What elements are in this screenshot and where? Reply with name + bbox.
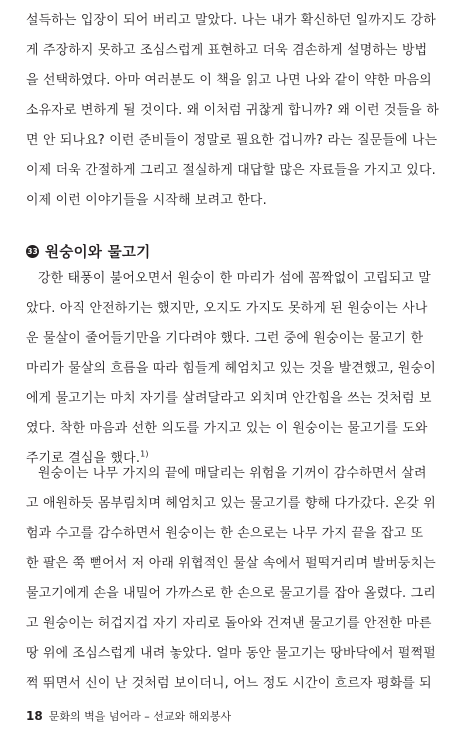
text-line: 았다. 아직 안전하기는 했지만, 오지도 가지도 못하게 된 원숭이는 사나 xyxy=(26,301,428,316)
text-line: 소유자로 변하게 될 것이다. 왜 이처럼 귀찮게 합니까? 왜 이런 것들을 하 xyxy=(26,103,439,118)
text-line: 고 애원하듯 몸부림치며 헤엄치고 있는 물고기를 향해 다가갔다. 온갖 위 xyxy=(26,496,436,511)
text-line: 이제 이런 이야기들을 시작해 보려고 한다. xyxy=(26,193,267,208)
running-title: 문화의 벽을 넘어라 – 선교와 해외봉사 xyxy=(48,710,232,723)
text-line: 쩍 뛰면서 신이 난 것처럼 보이더니, 어느 정도 시간이 흐르자 평화를 되 xyxy=(26,676,432,691)
text-line: 게 주장하지 못하고 조심스럽게 표현하고 더욱 겸손하게 설명하는 방법 xyxy=(26,43,428,58)
text-line: 땅 위에 조심스럽게 내려 놓았다. 얼마 동안 물고기는 땅바닥에서 펄쩍펄 xyxy=(26,646,436,661)
text-line: 험과 수고를 감수하면서 원숭이는 한 손으로는 나무 가지 끝을 잡고 또 xyxy=(26,526,424,541)
text-line: 강한 태풍이 불어오면서 원숭이 한 마리가 섬에 꼼짝없이 고립되고 말 xyxy=(38,271,431,286)
section-number-badge: 33 xyxy=(27,246,38,256)
text-line: 원숭이는 나무 가지의 끝에 매달리는 위험을 기꺼이 감수하면서 살려 xyxy=(38,466,427,481)
text-line: 였다. 착한 마음과 선한 의도를 가지고 있는 이 원숭이는 물고기를 도와 xyxy=(26,421,428,436)
text-line: 마리가 물살의 흐름을 따라 힘들게 헤엄치고 있는 것을 발견했고, 원숭이 xyxy=(26,361,436,376)
text-line: 이제 더욱 간절하게 그리고 절실하게 대답할 많은 자료들을 가지고 있다. xyxy=(26,163,436,178)
text-line: 물고기에게 손을 내밀어 가까스로 한 손으로 물고기를 잡아 올렸다. 그리 xyxy=(26,586,436,601)
text-line: 에게 물고기는 마치 자기를 살려달라고 외치며 안간힘을 쓰는 것처럼 보 xyxy=(26,391,432,406)
text-line: 을 선택하였다. 아마 여러분도 이 책을 읽고 나면 나와 같이 약한 마음의 xyxy=(26,73,432,88)
footnote-marker: 1) xyxy=(140,449,149,459)
section-title: 원숭이와 물고기 xyxy=(45,244,151,261)
text-line: 면 안 되나요? 이런 준비들이 정말로 필요한 겁니까? 라는 질문들에 나는 xyxy=(26,133,438,148)
paragraph-story-2 xyxy=(26,459,446,699)
text-line: 한 팔은 쭉 뻗어서 저 아래 위협적인 물살 속에서 펄떡거리며 발버둥치는 xyxy=(26,556,436,571)
page-footer xyxy=(26,706,231,726)
paragraph-intro xyxy=(26,6,446,216)
text-line: 고 원숭이는 허겁지겁 자기 자리로 돌아와 건져낸 물고기를 안전한 마른 xyxy=(26,616,432,631)
page-number: 18 xyxy=(26,709,43,723)
text-line: 운 물살이 줄어들기만을 기다려야 했다. 그런 중에 원숭이는 물고기 한 xyxy=(26,331,424,346)
text-line: 설득하는 입장이 되어 버리고 말았다. 나는 내가 확신하던 일까지도 강하 xyxy=(26,13,436,28)
text-line-content: 주기로 결심을 했다. xyxy=(26,451,141,466)
section-heading xyxy=(26,238,151,264)
paragraph-story-1 xyxy=(26,264,446,474)
